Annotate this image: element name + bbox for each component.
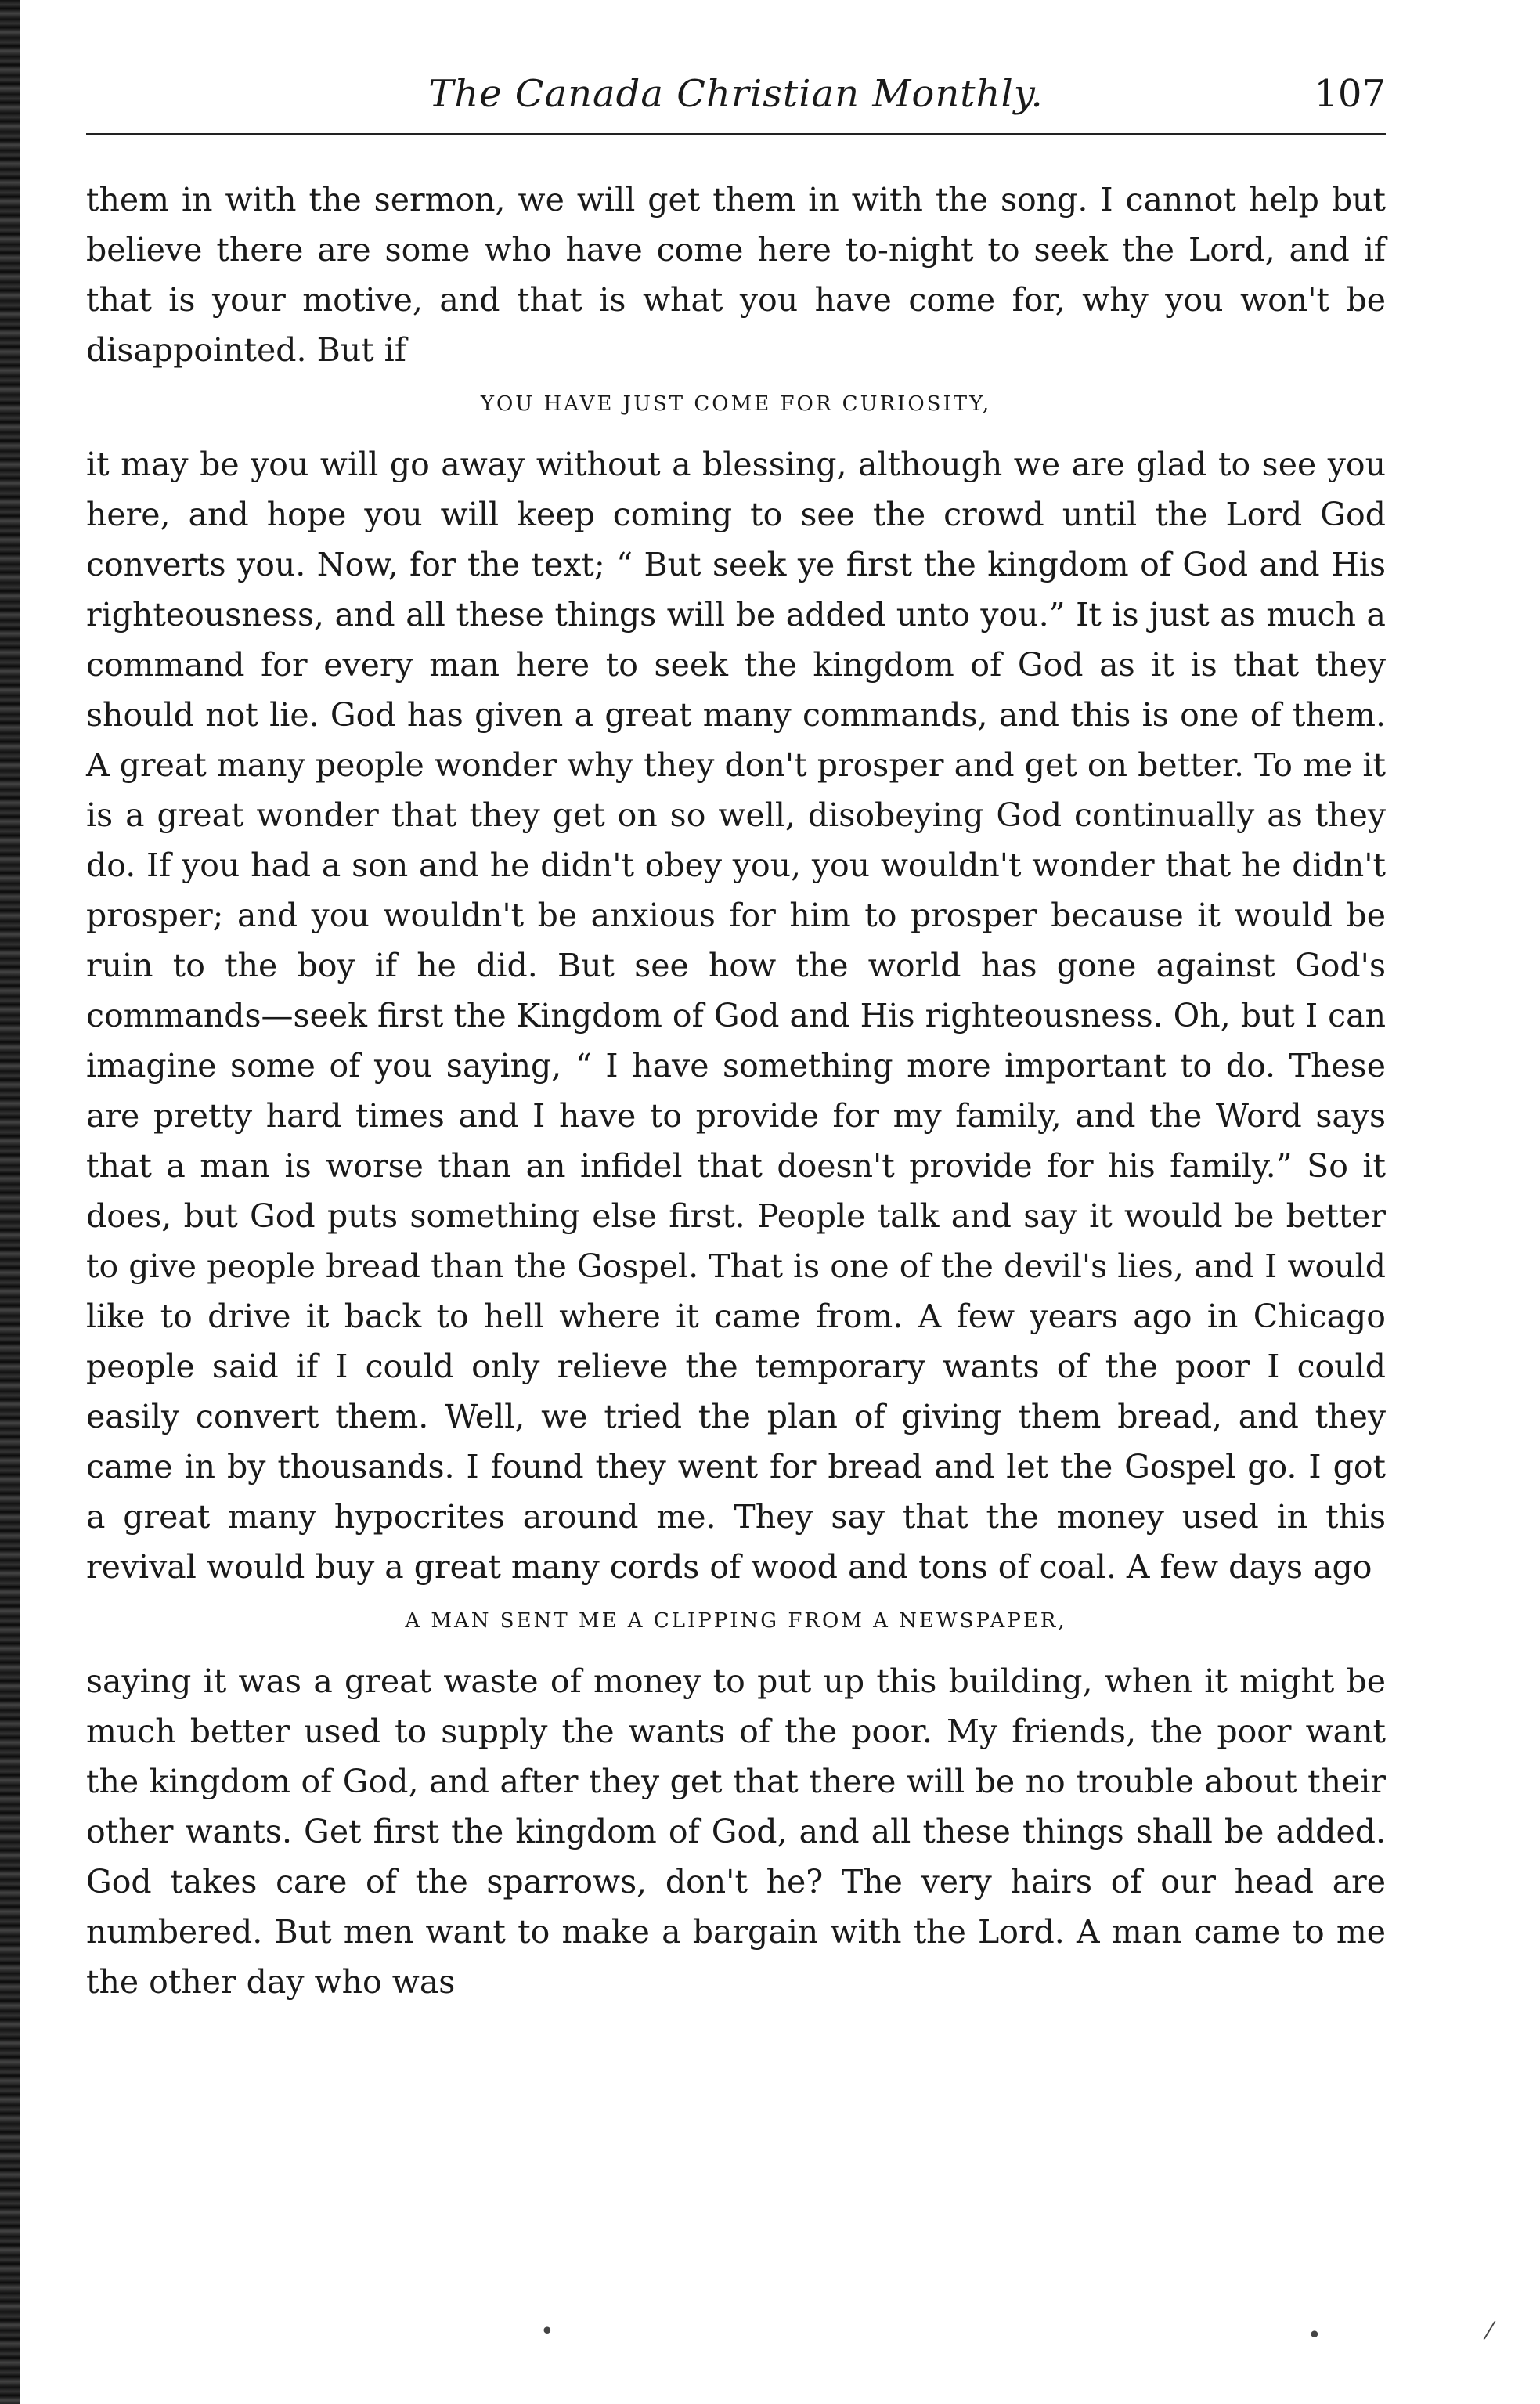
subhead-newspaper-clipping: A MAN SENT ME A CLIPPING FROM A NEWSPAPER,	[405, 1609, 1067, 1633]
body-text	[86, 175, 1386, 2007]
subhead-curiosity: YOU HAVE JUST COME FOR CURIOSITY,	[480, 392, 992, 416]
journal-title: The Canada Christian Monthly.	[428, 72, 1044, 116]
print-speck: ⁄	[1488, 2318, 1492, 2345]
paragraph-1: them in with the sermon, we will get them in with the song. I cannot help but believe there are some who have come here to-night to seek the Lord, and if that is your motive, and that is what you have come for, why you won't be disappointed. But if	[86, 181, 1386, 369]
paragraph-3: saying it was a great waste of money to put up this building, when it might be much better used to supply the wants of the poor. My friends, the poor want the kingdom of God, and after they get that there will be no trouble about their other wants. Get first the kingdom of God, and all these things shall be added. God takes care of the sparrows, don't he? The very hairs of our head are numbered. But men want to make a bargain with the Lord. A man came to me the other day who was	[86, 1662, 1386, 2001]
page	[86, 55, 1386, 2007]
book-binding-edge	[0, 0, 20, 2404]
page-number: 107	[1314, 72, 1386, 116]
paragraph-2: it may be you will go away without a blessing, although we are glad to see you here, and hope you will keep coming to see the crowd until the Lord God converts you. Now, for the text; “ But seek ye first the kingdom of God and His righteousness, and all these things will be added unto you.” It is just as much a command for every man here to seek the kingdom of God as it is that they should not lie. God has given a great many commands, and this is one of them. A great many people wonder why they don't prosper and get on better. To me it is a great wonder that they get on so well, disobeying God continually as they do. If you had a son and he didn't obey you, you wouldn't wonder that he didn't prosper; and you wouldn't be anxious for him to prosper because it would be ruin to the boy if he did. But see how the world has gone against God's commands—seek first the Kingdom of God and His righteousness. Oh, but I can imagine some of you saying, “ I have something more important to do. These are pretty hard times and I have to provide for my family, and the Word says that a man is worse than an infidel that doesn't provide for his family.” So it does, but God puts something else first. People talk and say it would be better to give people bread than the Gospel. That is one of the devil's lies, and I would like to drive it back to hell where it came from. A few years ago in Chicago people said if I could only relieve the temporary wants of the poor I could easily convert them. Well, we tried the plan of giving them bread, and they came in by thousands. I found they went for bread and let the Gospel go. I got a great many hypocrites around me. They say that the money used in this revival would buy a great many cords of wood and tons of coal. A few days ago	[86, 446, 1386, 1586]
print-speck: •	[540, 2318, 554, 2345]
print-speck: •	[1307, 2322, 1322, 2349]
running-head	[86, 55, 1386, 135]
